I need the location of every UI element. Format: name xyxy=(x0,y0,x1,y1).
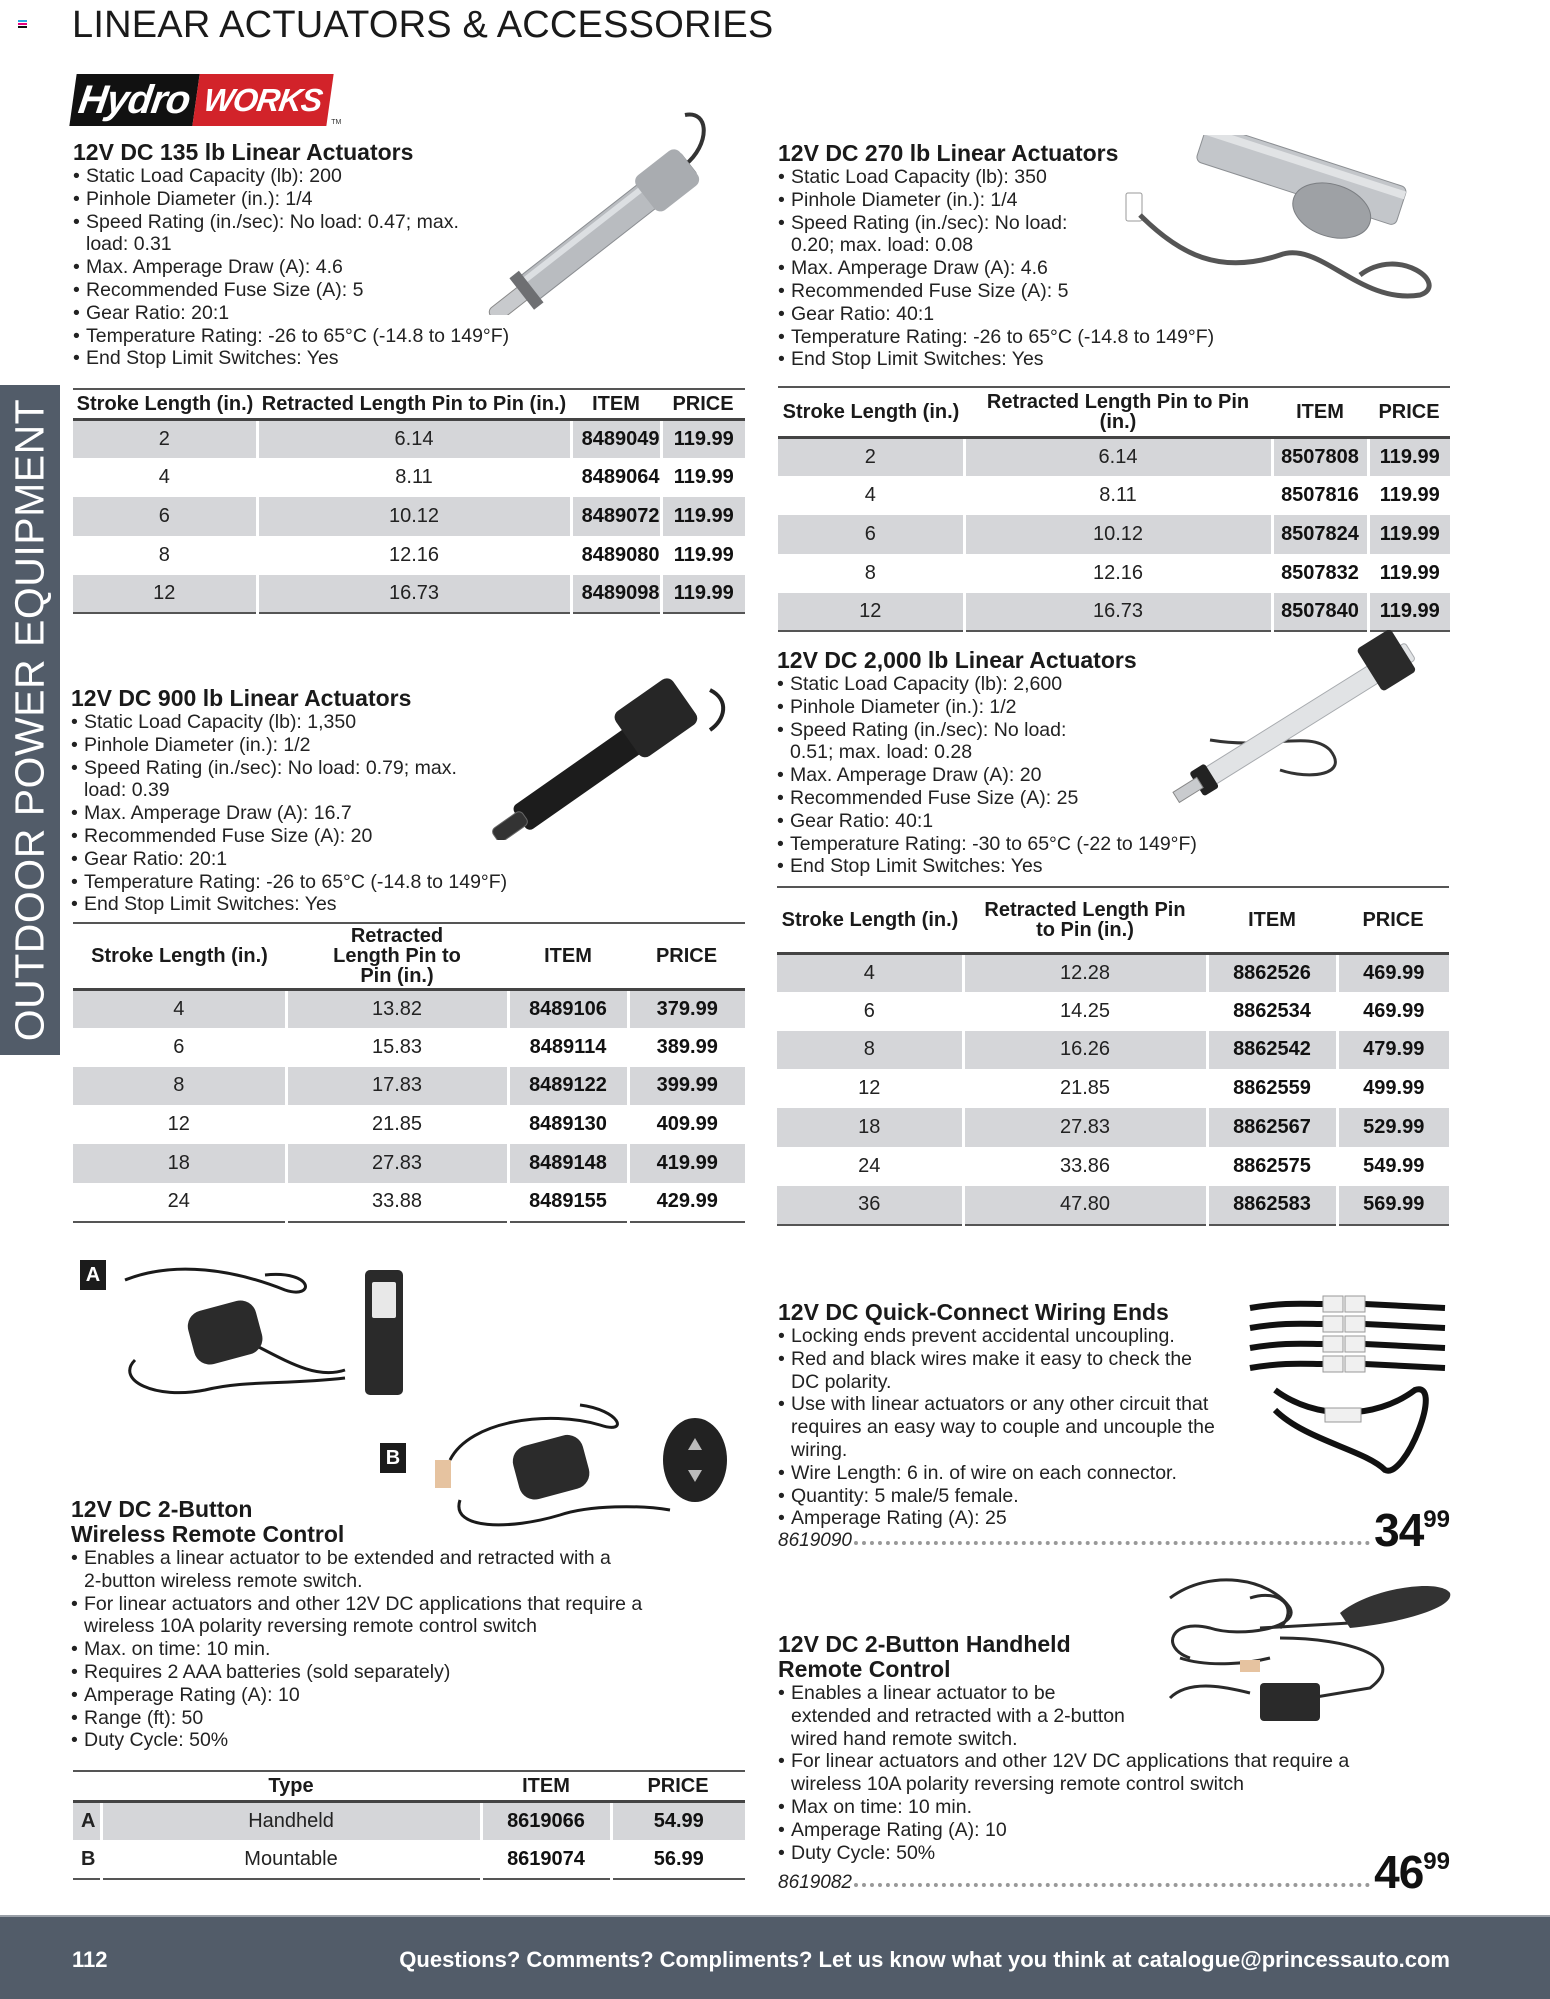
price-cell: 429.99 xyxy=(628,1183,745,1222)
table-row xyxy=(778,515,1450,554)
stroke-cell: 6 xyxy=(778,515,964,554)
spec-item: • For linear actuators and other 12V DC applications that require a wireless 10A polarity reversing remote control switch xyxy=(778,1750,1408,1796)
col-header-retracted: Retracted Length Pin to Pin (in.) xyxy=(257,389,571,420)
retracted-cell: 27.83 xyxy=(286,1144,508,1183)
spec-item: • Amperage Rating (A): 10 xyxy=(778,1819,1438,1842)
table-row xyxy=(778,593,1450,632)
spec-item: • Recommended Fuse Size (A): 20 xyxy=(71,825,591,848)
spec-table-2000lb xyxy=(777,886,1449,1226)
stroke-cell: 24 xyxy=(73,1183,286,1222)
stroke-cell: 6 xyxy=(73,497,257,536)
retracted-cell: 10.12 xyxy=(257,497,571,536)
item-number: 8489064 xyxy=(571,458,661,497)
price-cell: 389.99 xyxy=(628,1028,745,1067)
price-dollars: 34 xyxy=(1374,1504,1424,1556)
item-number: 8489155 xyxy=(508,1183,628,1222)
item-number: 8619074 xyxy=(481,1840,611,1879)
spec-item: • Speed Rating (in./sec): No load: 0.20; max. load: 0.08 xyxy=(778,212,1108,258)
col-header-retracted: Retracted Length Pin to Pin (in.) xyxy=(964,387,1272,438)
item-number: 8507824 xyxy=(1272,515,1368,554)
price-cell: 56.99 xyxy=(611,1840,745,1879)
price-cell: 529.99 xyxy=(1337,1108,1449,1147)
price-cell: 119.99 xyxy=(1368,515,1450,554)
stroke-cell: 4 xyxy=(864,484,876,507)
item-number: 8489106 xyxy=(508,989,628,1028)
spec-item: • Pinhole Diameter (in.): 1/2 xyxy=(777,696,1297,719)
stroke-cell: 6 xyxy=(173,1035,185,1058)
spec-item: • Temperature Rating: -26 to 65°C (-14.8 to 149°F) xyxy=(73,325,593,348)
variant-badge-a: A xyxy=(80,1260,106,1290)
spec-item: • Temperature Rating: -26 to 65°C (-14.8 to 149°F) xyxy=(778,326,1298,349)
price-cell: 119.99 xyxy=(1368,476,1450,515)
col-header-item: ITEM xyxy=(571,389,661,420)
col-header-price: PRICE xyxy=(1368,387,1450,438)
table-row xyxy=(777,1147,1449,1186)
col-header-price: PRICE xyxy=(1337,887,1449,953)
spec-item: • Recommended Fuse Size (A): 5 xyxy=(73,279,593,302)
item-number: 8862559 xyxy=(1207,1069,1337,1108)
item-number: 8862542 xyxy=(1207,1031,1337,1070)
table-row xyxy=(73,458,745,497)
table-row xyxy=(777,1031,1449,1070)
spec-item: • Gear Ratio: 40:1 xyxy=(778,303,1298,326)
spec-item: • Max. Amperage Draw (A): 4.6 xyxy=(73,256,593,279)
price-cell: 119.99 xyxy=(661,497,745,536)
spec-item: • End Stop Limit Switches: Yes xyxy=(73,347,593,370)
price-cell: 119.99 xyxy=(661,420,745,459)
table-row xyxy=(777,1186,1449,1225)
spec-item: • Pinhole Diameter (in.): 1/2 xyxy=(71,734,591,757)
page-title: LINEAR ACTUATORS & ACCESSORIES xyxy=(72,4,774,46)
actuator-270lb-image xyxy=(1120,135,1460,335)
product-title: 12V DC 270 lb Linear Actuators xyxy=(778,140,1119,166)
spec-item: • Use with linear actuators or any other circuit that requires an easy way to couple and uncouple the wiring. xyxy=(778,1393,1218,1461)
stroke-cell: 2 xyxy=(73,420,257,459)
spec-item: • Static Load Capacity (lb): 200 xyxy=(73,165,593,188)
hydroworks-logo xyxy=(73,74,341,126)
product-title-line2: Remote Control xyxy=(778,1656,951,1682)
retracted-cell: 6.14 xyxy=(964,438,1272,477)
spec-item: • Red and black wires make it easy to check the DC polarity. xyxy=(778,1348,1208,1394)
col-header-item: ITEM xyxy=(1272,387,1368,438)
stroke-cell: 36 xyxy=(777,1186,963,1225)
item-number: 8489098 xyxy=(571,575,661,614)
item-number: 8619066 xyxy=(481,1802,611,1841)
col-header-price: PRICE xyxy=(661,389,745,420)
col-header-stroke: Stroke Length (in.) xyxy=(73,389,257,420)
table-row xyxy=(73,420,745,459)
product-handheld-remote xyxy=(778,1632,1438,1864)
type-cell: Handheld xyxy=(101,1802,481,1841)
stroke-cell: 12 xyxy=(73,575,257,614)
item-number: 8862567 xyxy=(1207,1108,1337,1147)
price-line-handheld xyxy=(778,1846,1450,1898)
stroke-cell: 6 xyxy=(863,999,875,1022)
col-header-retracted: Retracted Length Pin to Pin (in.) xyxy=(286,923,508,989)
price-cents: 99 xyxy=(1423,1506,1450,1533)
stroke-cell: 8 xyxy=(864,561,876,584)
page-number: 112 xyxy=(72,1947,108,1972)
wireless-remote-a-image xyxy=(115,1260,425,1410)
col-header-price: PRICE xyxy=(611,1771,745,1802)
item-number: 8489122 xyxy=(508,1067,628,1106)
retracted-cell: 12.28 xyxy=(963,953,1207,992)
price-cell: 119.99 xyxy=(661,536,745,575)
print-registration-mark xyxy=(18,20,27,28)
spec-item: • Range (ft): 50 xyxy=(71,1707,711,1730)
retracted-cell: 15.83 xyxy=(286,1028,508,1067)
spec-item: • End Stop Limit Switches: Yes xyxy=(71,893,591,916)
feedback-message: Questions? Comments? Compliments? Let us know what you think at catalogue@princessauto.com xyxy=(399,1947,1450,1972)
table-row xyxy=(777,1069,1449,1108)
spec-table-135lb xyxy=(73,388,745,614)
page-footer xyxy=(0,1915,1550,1999)
table-row xyxy=(777,953,1449,992)
retracted-cell: 8.11 xyxy=(964,476,1272,515)
spec-item: • Static Load Capacity (lb): 350 xyxy=(778,166,1298,189)
retracted-cell: 21.85 xyxy=(963,1069,1207,1108)
col-header-variant xyxy=(73,1771,101,1802)
item-number: 8862534 xyxy=(1207,992,1337,1031)
price-cell: 409.99 xyxy=(628,1105,745,1144)
retracted-cell: 27.83 xyxy=(963,1108,1207,1147)
product-title-line1: 12V DC 2-Button Handheld xyxy=(778,1631,1071,1657)
spec-item: • Duty Cycle: 50% xyxy=(778,1842,1438,1865)
stroke-cell: 4 xyxy=(73,989,286,1028)
product-title: 12V DC 2,000 lb Linear Actuators xyxy=(777,647,1137,673)
spec-item: • Quantity: 5 male/5 female. xyxy=(778,1485,1248,1508)
spec-item: • Amperage Rating (A): 25 xyxy=(778,1507,1248,1530)
product-title-line2: Wireless Remote Control xyxy=(71,1521,345,1547)
variant-badge-b: B xyxy=(380,1443,406,1473)
retracted-cell: 47.80 xyxy=(963,1186,1207,1225)
item-number: 8619082 xyxy=(778,1872,852,1893)
trademark-mark: TM xyxy=(331,119,342,126)
item-number: 8489130 xyxy=(508,1105,628,1144)
item-number: 8507808 xyxy=(1272,438,1368,477)
table-row xyxy=(778,438,1450,477)
product-title: 12V DC 900 lb Linear Actuators xyxy=(71,685,412,711)
spec-item: • Temperature Rating: -26 to 65°C (-14.8 to 149°F) xyxy=(71,871,591,894)
price-cell: 54.99 xyxy=(611,1802,745,1841)
spec-item: • Requires 2 AAA batteries (sold separately) xyxy=(71,1661,711,1684)
spec-item: • Max. Amperage Draw (A): 20 xyxy=(777,764,1297,787)
price-cell: 119.99 xyxy=(1368,438,1450,477)
spec-list xyxy=(71,1547,711,1752)
stroke-cell: 24 xyxy=(858,1154,881,1177)
actuator-2000lb-image xyxy=(1150,630,1450,810)
actuator-135lb-image xyxy=(460,105,740,315)
spec-item: • Amperage Rating (A): 10 xyxy=(71,1684,711,1707)
item-number: 8489148 xyxy=(508,1144,628,1183)
brand-logo-part2: WORKS xyxy=(192,74,333,126)
price-dollars: 46 xyxy=(1374,1846,1424,1898)
spec-item: • Speed Rating (in./sec): No load: 0.51; max. load: 0.28 xyxy=(777,719,1097,765)
price-cell: 379.99 xyxy=(628,989,745,1028)
price-cell: 419.99 xyxy=(628,1144,745,1183)
stroke-cell: 18 xyxy=(73,1144,286,1183)
col-header-retracted: Retracted Length Pin to Pin (in.) xyxy=(963,887,1207,953)
brand-logo-part1: Hydro xyxy=(69,74,199,126)
spec-item: • Wire Length: 6 in. of wire on each connector. xyxy=(778,1462,1248,1485)
table-row xyxy=(778,476,1450,515)
stroke-cell: 2 xyxy=(778,438,964,477)
item-number: 8862526 xyxy=(1207,953,1337,992)
stroke-cell: 8 xyxy=(158,543,170,566)
table-row xyxy=(777,992,1449,1031)
spec-item: • End Stop Limit Switches: Yes xyxy=(777,855,1297,878)
table-row xyxy=(73,1183,745,1222)
col-header-type: Type xyxy=(101,1771,481,1802)
spec-list xyxy=(778,1682,1438,1864)
spec-item: • Temperature Rating: -30 to 65°C (-22 to 149°F) xyxy=(777,833,1297,856)
spec-item: • Static Load Capacity (lb): 2,600 xyxy=(777,673,1297,696)
table-row xyxy=(777,1108,1449,1147)
stroke-cell: 12 xyxy=(167,1113,190,1136)
price-cell: 569.99 xyxy=(1337,1186,1449,1225)
stroke-cell: 8 xyxy=(73,1067,286,1106)
price-cell: 119.99 xyxy=(661,458,745,497)
col-header-stroke: Stroke Length (in.) xyxy=(73,923,286,989)
stroke-cell: 12 xyxy=(778,593,964,632)
spec-table-wireless-remote xyxy=(73,1770,745,1880)
spec-item: • Recommended Fuse Size (A): 5 xyxy=(778,280,1298,303)
price-cell: 499.99 xyxy=(1337,1069,1449,1108)
table-row xyxy=(73,1802,745,1841)
item-number: 8507816 xyxy=(1272,476,1368,515)
leader-dots xyxy=(854,1541,1370,1545)
spec-item: • Duty Cycle: 50% xyxy=(71,1729,711,1752)
retracted-cell: 33.86 xyxy=(963,1147,1207,1186)
col-header-item: ITEM xyxy=(508,923,628,989)
product-quick-connect-wiring xyxy=(778,1300,1248,1530)
product-title: 12V DC Quick-Connect Wiring Ends xyxy=(778,1299,1169,1325)
price-cell: 119.99 xyxy=(1368,593,1450,632)
spec-table-900lb xyxy=(73,922,745,1223)
spec-item: • Gear Ratio: 20:1 xyxy=(73,302,593,325)
item-number: 8489080 xyxy=(571,536,661,575)
stroke-cell: 18 xyxy=(777,1108,963,1147)
spec-item: • Enables a linear actuator to be extended and retracted with a 2-button wireless remote switch. xyxy=(71,1547,611,1593)
col-header-stroke: Stroke Length (in.) xyxy=(778,387,964,438)
spec-item: • Static Load Capacity (lb): 1,350 xyxy=(71,711,591,734)
spec-item: • Speed Rating (in./sec): No load: 0.47; max. load: 0.31 xyxy=(73,211,473,257)
col-header-stroke: Stroke Length (in.) xyxy=(777,887,963,953)
spec-item: • For linear actuators and other 12V DC applications that require a wireless 10A polarity reversing remote control switch xyxy=(71,1593,701,1639)
table-row xyxy=(73,1105,745,1144)
item-number: 8862575 xyxy=(1207,1147,1337,1186)
stroke-cell: 4 xyxy=(158,466,170,489)
spec-item: • Max. Amperage Draw (A): 16.7 xyxy=(71,802,591,825)
spec-item: • End Stop Limit Switches: Yes xyxy=(778,348,1298,371)
spec-item: • Gear Ratio: 40:1 xyxy=(777,810,1297,833)
actuator-900lb-image xyxy=(460,660,750,840)
table-row xyxy=(73,1840,745,1879)
product-wireless-remote xyxy=(71,1497,711,1752)
price-cell: 119.99 xyxy=(1368,554,1450,593)
retracted-cell: 16.26 xyxy=(963,1031,1207,1070)
retracted-cell: 12.16 xyxy=(964,554,1272,593)
col-header-item: ITEM xyxy=(1207,887,1337,953)
spec-item: • Locking ends prevent accidental uncoupling. xyxy=(778,1325,1248,1348)
retracted-cell: 21.85 xyxy=(286,1105,508,1144)
leader-dots xyxy=(854,1883,1370,1887)
retracted-cell: 10.12 xyxy=(964,515,1272,554)
item-number: 8619090 xyxy=(778,1530,852,1551)
item-number: 8862583 xyxy=(1207,1186,1337,1225)
table-row xyxy=(778,554,1450,593)
retracted-cell: 14.25 xyxy=(963,992,1207,1031)
price-cell: 549.99 xyxy=(1337,1147,1449,1186)
table-row xyxy=(73,575,745,614)
variant-cell: B xyxy=(73,1840,101,1879)
price-cell: 399.99 xyxy=(628,1067,745,1106)
item-number: 8489114 xyxy=(508,1028,628,1067)
stroke-cell: 12 xyxy=(858,1077,881,1100)
product-title: 12V DC 135 lb Linear Actuators xyxy=(73,139,414,165)
price-line-wiring xyxy=(778,1504,1450,1556)
wiring-ends-image xyxy=(1245,1290,1455,1490)
table-row xyxy=(73,536,745,575)
price-cell: 119.99 xyxy=(661,575,745,614)
price-cell: 469.99 xyxy=(1337,953,1449,992)
retracted-cell: 17.83 xyxy=(286,1067,508,1106)
retracted-cell: 13.82 xyxy=(286,989,508,1028)
price-cell: 469.99 xyxy=(1337,992,1449,1031)
section-side-tab-label: OUTDOOR POWER EQUIPMENT xyxy=(6,398,53,1042)
retracted-cell: 33.88 xyxy=(286,1183,508,1222)
item-number: 8489049 xyxy=(571,420,661,459)
retracted-cell: 12.16 xyxy=(257,536,571,575)
spec-item: • Pinhole Diameter (in.): 1/4 xyxy=(778,189,1298,212)
section-side-tab xyxy=(0,385,60,1055)
spec-item: • Gear Ratio: 20:1 xyxy=(71,848,591,871)
price-cell: 479.99 xyxy=(1337,1031,1449,1070)
item-number: 8489072 xyxy=(571,497,661,536)
retracted-cell: 8.11 xyxy=(257,458,571,497)
table-row xyxy=(73,1028,745,1067)
item-number: 8507832 xyxy=(1272,554,1368,593)
retracted-cell: 16.73 xyxy=(257,575,571,614)
spec-item: • Recommended Fuse Size (A): 25 xyxy=(777,787,1297,810)
table-row xyxy=(73,1144,745,1183)
stroke-cell: 4 xyxy=(777,953,963,992)
spec-item: • Max on time: 10 min. xyxy=(778,1796,1438,1819)
variant-cell: A xyxy=(73,1802,101,1841)
retracted-cell: 6.14 xyxy=(257,420,571,459)
product-title-line1: 12V DC 2-Button xyxy=(71,1496,253,1522)
spec-list xyxy=(778,1325,1248,1530)
table-row xyxy=(73,1067,745,1106)
spec-item: • Max. Amperage Draw (A): 4.6 xyxy=(778,257,1298,280)
col-header-item: ITEM xyxy=(481,1771,611,1802)
spec-item: • Pinhole Diameter (in.): 1/4 xyxy=(73,188,593,211)
col-header-price: PRICE xyxy=(628,923,745,989)
table-row xyxy=(73,989,745,1028)
spec-item: • Max. on time: 10 min. xyxy=(71,1638,711,1661)
price-cents: 99 xyxy=(1423,1848,1450,1875)
table-row xyxy=(73,497,745,536)
retracted-cell: 16.73 xyxy=(964,593,1272,632)
stroke-cell: 8 xyxy=(777,1031,963,1070)
spec-table-270lb xyxy=(778,386,1450,632)
spec-item: • Enables a linear actuator to be extended and retracted with a 2-button wired hand remote switch. xyxy=(778,1682,1138,1750)
spec-item: • Speed Rating (in./sec): No load: 0.79; max. load: 0.39 xyxy=(71,757,471,803)
item-number: 8507840 xyxy=(1272,593,1368,632)
type-cell: Mountable xyxy=(101,1840,481,1879)
